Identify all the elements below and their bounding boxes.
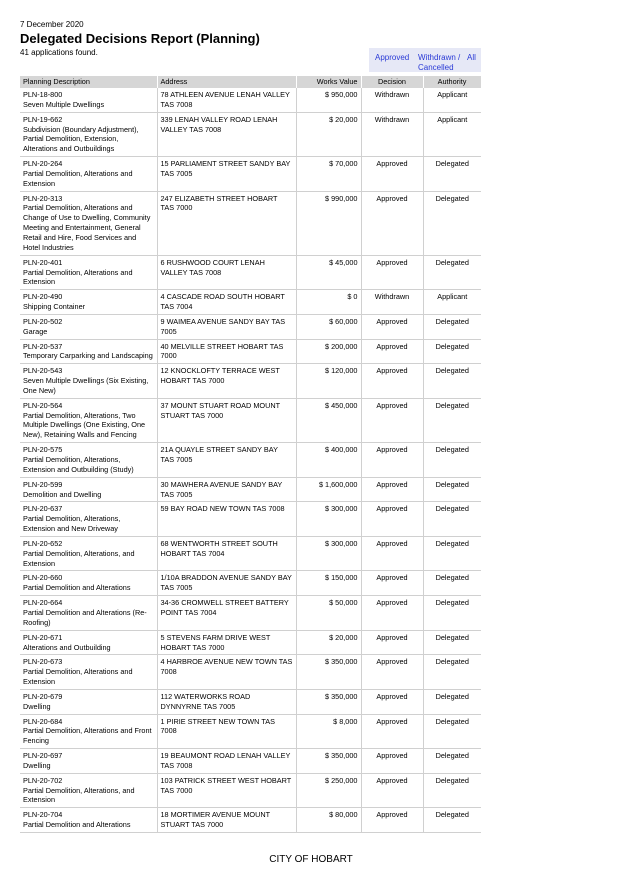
description-cell (20, 596, 157, 631)
application-description: Partial Demolition and Alterations (23, 820, 131, 830)
table-row (20, 477, 481, 502)
description-cell (20, 443, 157, 478)
application-id: PLN-20-502 (23, 316, 63, 326)
address-cell: 12 KNOCKLOFTY TERRACE WEST HOBART TAS 7000 (157, 364, 296, 399)
decision-cell: Withdrawn (361, 88, 423, 112)
decision-cell: Approved (361, 255, 423, 290)
authority-cell: Delegated (423, 443, 481, 478)
authority-cell: Delegated (423, 749, 481, 774)
application-description: Partial Demolition, Alterations and Front Fencing (23, 726, 152, 746)
table-row (20, 502, 481, 537)
application-id: PLN-20-313 (23, 193, 63, 203)
table-row (20, 808, 481, 833)
authority-cell: Applicant (423, 290, 481, 315)
application-description: Dwelling (23, 701, 51, 711)
application-description: Partial Demolition and Alterations (23, 583, 131, 593)
description-cell (20, 571, 157, 596)
works-value-cell: $ 1,600,000 (296, 477, 361, 502)
decision-filter-panel (369, 48, 481, 72)
application-description: Partial Demolition, Alterations, Extension and New Driveway (23, 514, 121, 534)
application-id: PLN-20-697 (23, 751, 63, 761)
filter-cancelled-link[interactable]: Cancelled (418, 63, 454, 72)
description-cell (20, 88, 157, 112)
decision-cell: Approved (361, 502, 423, 537)
table-row (20, 314, 481, 339)
address-cell: 18 MORTIMER AVENUE MOUNT STUART TAS 7000 (157, 808, 296, 833)
works-value-cell: $ 60,000 (296, 314, 361, 339)
table-row (20, 191, 481, 255)
authority-cell: Delegated (423, 314, 481, 339)
application-id: PLN-20-660 (23, 573, 63, 583)
works-value-cell: $ 350,000 (296, 655, 361, 690)
works-value-cell: $ 45,000 (296, 255, 361, 290)
description-cell (20, 339, 157, 364)
address-cell: 30 MAWHERA AVENUE SANDY BAY TAS 7005 (157, 477, 296, 502)
authority-cell: Delegated (423, 655, 481, 690)
decision-cell: Approved (361, 630, 423, 655)
application-description: Temporary Carparking and Landscaping (23, 351, 153, 361)
application-description: Seven Multiple Dwellings (23, 99, 105, 109)
application-description: Subdivision (Boundary Adjustment), Partial Demolition, Extension, Alterations and Outbuildings (23, 124, 139, 154)
application-id: PLN-19-662 (23, 114, 63, 124)
application-id: PLN-20-599 (23, 479, 63, 489)
works-value-cell: $ 70,000 (296, 157, 361, 192)
works-value-cell: $ 20,000 (296, 112, 361, 156)
description-cell (20, 655, 157, 690)
table-row (20, 157, 481, 192)
address-cell: 103 PATRICK STREET WEST HOBART TAS 7000 (157, 773, 296, 808)
application-id: PLN-20-652 (23, 538, 63, 548)
table-row (20, 655, 481, 690)
application-description: Partial Demolition, Alterations and Extension (23, 168, 133, 188)
table-row (20, 443, 481, 478)
table-row (20, 255, 481, 290)
report-date: 7 December 2020 (20, 20, 84, 29)
address-cell: 9 WAIMEA AVENUE SANDY BAY TAS 7005 (157, 314, 296, 339)
authority-cell: Delegated (423, 502, 481, 537)
application-description: Garage (23, 326, 48, 336)
application-id: PLN-20-575 (23, 445, 63, 455)
address-cell: 68 WENTWORTH STREET SOUTH HOBART TAS 7004 (157, 536, 296, 571)
works-value-cell: $ 0 (296, 290, 361, 315)
filter-withdrawn-link[interactable]: Withdrawn / (418, 53, 461, 62)
table-row (20, 630, 481, 655)
address-cell: 1/10A BRADDON AVENUE SANDY BAY TAS 7005 (157, 571, 296, 596)
decision-cell: Approved (361, 773, 423, 808)
page-title: Delegated Decisions Report (Planning) (20, 31, 260, 46)
application-id: PLN-18-800 (23, 90, 63, 99)
table-row (20, 773, 481, 808)
description-cell (20, 477, 157, 502)
authority-cell: Delegated (423, 339, 481, 364)
decision-cell: Approved (361, 443, 423, 478)
column-header-works-value: Works Value (296, 76, 361, 88)
application-id: PLN-20-490 (23, 292, 63, 302)
column-header-address: Address (157, 76, 296, 88)
decision-cell: Approved (361, 477, 423, 502)
application-count: 41 applications found. (20, 48, 98, 57)
authority-cell: Delegated (423, 364, 481, 399)
application-description: Partial Demolition, Alterations and Change of Use to Dwelling, Community Meeting and Entertainment, General Retail and Hire, Food Services and Hotel Industries (23, 203, 151, 252)
authority-cell: Applicant (423, 112, 481, 156)
application-description: Alterations and Outbuilding (23, 642, 111, 652)
address-cell: 1 PIRIE STREET NEW TOWN TAS 7008 (157, 714, 296, 749)
table-body (20, 88, 481, 833)
filter-all-link[interactable]: All (467, 53, 476, 62)
application-description: Demolition and Dwelling (23, 489, 102, 499)
application-id: PLN-20-264 (23, 159, 63, 169)
works-value-cell: $ 350,000 (296, 689, 361, 714)
description-cell (20, 536, 157, 571)
table-row (20, 536, 481, 571)
application-description: Shipping Container (23, 302, 86, 312)
description-cell (20, 112, 157, 156)
works-value-cell: $ 400,000 (296, 443, 361, 478)
application-description: Seven Multiple Dwellings (Six Existing, One New) (23, 376, 149, 395)
authority-cell: Delegated (423, 773, 481, 808)
application-description: Partial Demolition, Alterations, and Extension (23, 785, 135, 805)
works-value-cell: $ 20,000 (296, 630, 361, 655)
description-cell (20, 808, 157, 833)
application-id: PLN-20-537 (23, 341, 63, 351)
works-value-cell: $ 8,000 (296, 714, 361, 749)
application-id: PLN-20-704 (23, 810, 63, 820)
description-cell (20, 255, 157, 290)
application-id: PLN-20-543 (23, 366, 63, 376)
decision-cell: Approved (361, 571, 423, 596)
address-cell: 59 BAY ROAD NEW TOWN TAS 7008 (157, 502, 296, 537)
description-cell (20, 630, 157, 655)
authority-cell: Delegated (423, 157, 481, 192)
address-cell: 4 HARBROE AVENUE NEW TOWN TAS 7008 (157, 655, 296, 690)
address-cell: 34-36 CROMWELL STREET BATTERY POINT TAS 7004 (157, 596, 296, 631)
description-cell (20, 290, 157, 315)
application-id: PLN-20-664 (23, 598, 63, 608)
table-row (20, 749, 481, 774)
filter-approved-link[interactable]: Approved (375, 53, 410, 62)
application-description: Partial Demolition, Alterations, and Extension (23, 548, 135, 568)
table-row (20, 339, 481, 364)
table-row (20, 364, 481, 399)
application-id: PLN-20-401 (23, 257, 63, 267)
works-value-cell: $ 300,000 (296, 536, 361, 571)
authority-cell: Delegated (423, 477, 481, 502)
description-cell (20, 191, 157, 255)
address-cell: 78 ATHLEEN AVENUE LENAH VALLEY TAS 7008 (157, 88, 296, 112)
address-cell: 37 MOUNT STUART ROAD MOUNT STUART TAS 7000 (157, 398, 296, 442)
page-footer: CITY OF HOBART (269, 854, 353, 865)
application-id: PLN-20-684 (23, 716, 63, 726)
authority-cell: Delegated (423, 689, 481, 714)
works-value-cell: $ 350,000 (296, 749, 361, 774)
table-row (20, 398, 481, 442)
application-id: PLN-20-673 (23, 657, 63, 667)
table-row (20, 689, 481, 714)
authority-cell: Delegated (423, 808, 481, 833)
application-description: Partial Demolition, Alterations and Extension (23, 267, 133, 287)
authority-cell: Delegated (423, 536, 481, 571)
column-header-decision: Decision (361, 76, 423, 88)
description-cell (20, 689, 157, 714)
authority-cell: Delegated (423, 398, 481, 442)
decision-cell: Approved (361, 191, 423, 255)
decision-cell: Approved (361, 364, 423, 399)
decision-cell: Approved (361, 339, 423, 364)
works-value-cell: $ 150,000 (296, 571, 361, 596)
decision-cell: Approved (361, 157, 423, 192)
authority-cell: Delegated (423, 630, 481, 655)
table-row (20, 290, 481, 315)
decision-cell: Approved (361, 596, 423, 631)
works-value-cell: $ 120,000 (296, 364, 361, 399)
description-cell (20, 398, 157, 442)
application-id: PLN-20-564 (23, 400, 63, 410)
application-description: Partial Demolition, Alterations and Extension (23, 667, 133, 687)
address-cell: 6 RUSHWOOD COURT LENAH VALLEY TAS 7008 (157, 255, 296, 290)
address-cell: 15 PARLIAMENT STREET SANDY BAY TAS 7005 (157, 157, 296, 192)
address-cell: 339 LENAH VALLEY ROAD LENAH VALLEY TAS 7008 (157, 112, 296, 156)
address-cell: 4 CASCADE ROAD SOUTH HOBART TAS 7004 (157, 290, 296, 315)
application-description: Partial Demolition, Alterations, Extension and Outbuilding (Study) (23, 455, 134, 474)
works-value-cell: $ 200,000 (296, 339, 361, 364)
column-header-authority: Authority (423, 76, 481, 88)
authority-cell: Delegated (423, 191, 481, 255)
description-cell (20, 502, 157, 537)
address-cell: 5 STEVENS FARM DRIVE WEST HOBART TAS 7000 (157, 630, 296, 655)
works-value-cell: $ 250,000 (296, 773, 361, 808)
decision-cell: Approved (361, 398, 423, 442)
column-header-description: Planning Description (20, 76, 157, 88)
address-cell: 40 MELVILLE STREET HOBART TAS 7000 (157, 339, 296, 364)
application-description: Partial Demolition, Alterations, Two Multiple Dwellings (One Existing, One New), Retaining Walls and Fencing (23, 410, 146, 440)
authority-cell: Delegated (423, 596, 481, 631)
authority-cell: Applicant (423, 88, 481, 112)
authority-cell: Delegated (423, 255, 481, 290)
decision-cell: Approved (361, 808, 423, 833)
decision-cell: Approved (361, 655, 423, 690)
decision-cell: Approved (361, 749, 423, 774)
table-row (20, 88, 481, 112)
table-row (20, 571, 481, 596)
works-value-cell: $ 50,000 (296, 596, 361, 631)
application-id: PLN-20-671 (23, 632, 63, 642)
application-id: PLN-20-637 (23, 504, 63, 514)
works-value-cell: $ 300,000 (296, 502, 361, 537)
description-cell (20, 773, 157, 808)
works-value-cell: $ 450,000 (296, 398, 361, 442)
works-value-cell: $ 80,000 (296, 808, 361, 833)
works-value-cell: $ 990,000 (296, 191, 361, 255)
application-description: Dwelling (23, 760, 51, 770)
decision-cell: Approved (361, 689, 423, 714)
table-row (20, 596, 481, 631)
decision-cell: Withdrawn (361, 112, 423, 156)
works-value-cell: $ 950,000 (296, 88, 361, 112)
application-id: PLN-20-702 (23, 775, 63, 785)
table-row (20, 112, 481, 156)
address-cell: 112 WATERWORKS ROAD DYNNYRNE TAS 7005 (157, 689, 296, 714)
application-description: Partial Demolition and Alterations (Re-Roofing) (23, 607, 147, 627)
decision-cell: Approved (361, 714, 423, 749)
description-cell (20, 364, 157, 399)
applications-table (20, 76, 482, 833)
decision-cell: Approved (361, 536, 423, 571)
decision-cell: Approved (361, 314, 423, 339)
description-cell (20, 314, 157, 339)
description-cell (20, 157, 157, 192)
application-id: PLN-20-679 (23, 691, 63, 701)
address-cell: 19 BEAUMONT ROAD LENAH VALLEY TAS 7008 (157, 749, 296, 774)
description-cell (20, 714, 157, 749)
authority-cell: Delegated (423, 714, 481, 749)
table-header-row (20, 76, 481, 88)
address-cell: 21A QUAYLE STREET SANDY BAY TAS 7005 (157, 443, 296, 478)
description-cell (20, 749, 157, 774)
decision-cell: Withdrawn (361, 290, 423, 315)
authority-cell: Delegated (423, 571, 481, 596)
address-cell: 247 ELIZABETH STREET HOBART TAS 7000 (157, 191, 296, 255)
table-row (20, 714, 481, 749)
